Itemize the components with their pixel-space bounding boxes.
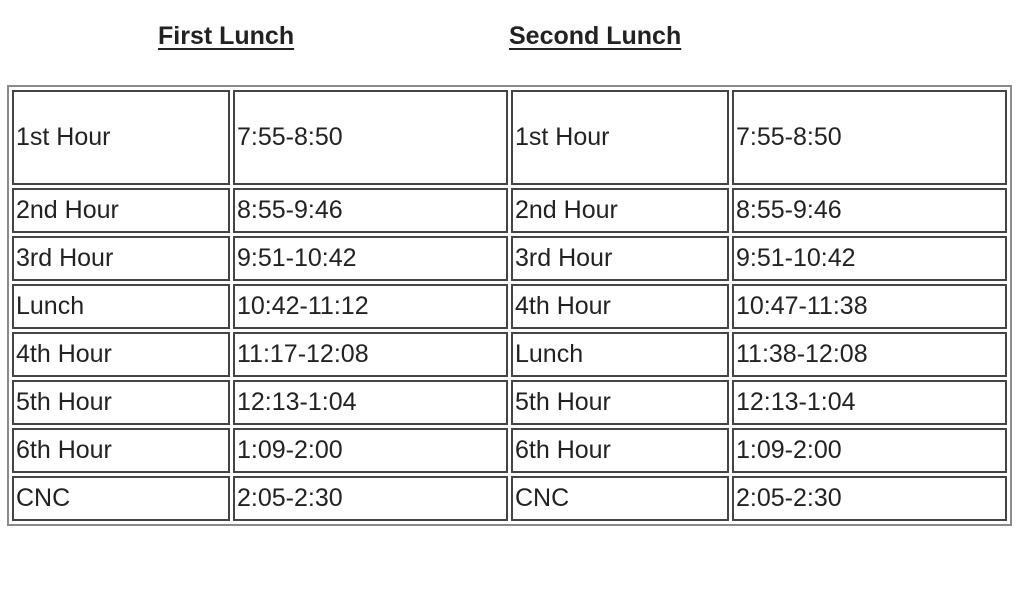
table-row — [12, 332, 1007, 377]
first-lunch-time-cell: 10:42-11:12 — [233, 284, 508, 329]
second-lunch-time-cell: 9:51-10:42 — [732, 236, 1007, 281]
first-lunch-time-cell: 8:55-9:46 — [233, 188, 508, 233]
first-lunch-time-cell: 1:09-2:00 — [233, 428, 508, 473]
second-lunch-period-cell: 6th Hour — [511, 428, 729, 473]
table-row — [12, 428, 1007, 473]
second-lunch-period-cell: 3rd Hour — [511, 236, 729, 281]
second-lunch-period-cell: 2nd Hour — [511, 188, 729, 233]
second-lunch-heading: Second Lunch — [509, 22, 682, 50]
first-lunch-period-cell: 2nd Hour — [12, 188, 230, 233]
table-row — [12, 188, 1007, 233]
table-row — [12, 236, 1007, 281]
second-lunch-time-cell: 11:38-12:08 — [732, 332, 1007, 377]
table-row — [12, 90, 1007, 185]
table-row — [12, 380, 1007, 425]
first-lunch-time-cell: 11:17-12:08 — [233, 332, 508, 377]
second-lunch-time-cell: 1:09-2:00 — [732, 428, 1007, 473]
first-lunch-period-cell: 6th Hour — [12, 428, 230, 473]
table-row — [12, 284, 1007, 329]
second-lunch-time-cell: 7:55-8:50 — [732, 90, 1007, 185]
first-lunch-period-cell: 5th Hour — [12, 380, 230, 425]
second-lunch-time-cell: 10:47-11:38 — [732, 284, 1007, 329]
lunch-schedule-table — [7, 85, 1012, 526]
first-lunch-heading: First Lunch — [158, 22, 295, 50]
first-lunch-time-cell: 7:55-8:50 — [233, 90, 508, 185]
first-lunch-period-cell: 1st Hour — [12, 90, 230, 185]
first-lunch-period-cell: Lunch — [12, 284, 230, 329]
second-lunch-time-cell: 12:13-1:04 — [732, 380, 1007, 425]
first-lunch-period-cell: CNC — [12, 476, 230, 521]
second-lunch-time-cell: 2:05-2:30 — [732, 476, 1007, 521]
first-lunch-period-cell: 3rd Hour — [12, 236, 230, 281]
second-lunch-period-cell: 5th Hour — [511, 380, 729, 425]
second-lunch-time-cell: 8:55-9:46 — [732, 188, 1007, 233]
second-lunch-period-cell: CNC — [511, 476, 729, 521]
second-lunch-period-cell: Lunch — [511, 332, 729, 377]
second-lunch-period-cell: 4th Hour — [511, 284, 729, 329]
first-lunch-period-cell: 4th Hour — [12, 332, 230, 377]
table-row — [12, 476, 1007, 521]
first-lunch-time-cell: 2:05-2:30 — [233, 476, 508, 521]
first-lunch-time-cell: 9:51-10:42 — [233, 236, 508, 281]
second-lunch-period-cell: 1st Hour — [511, 90, 729, 185]
first-lunch-time-cell: 12:13-1:04 — [233, 380, 508, 425]
